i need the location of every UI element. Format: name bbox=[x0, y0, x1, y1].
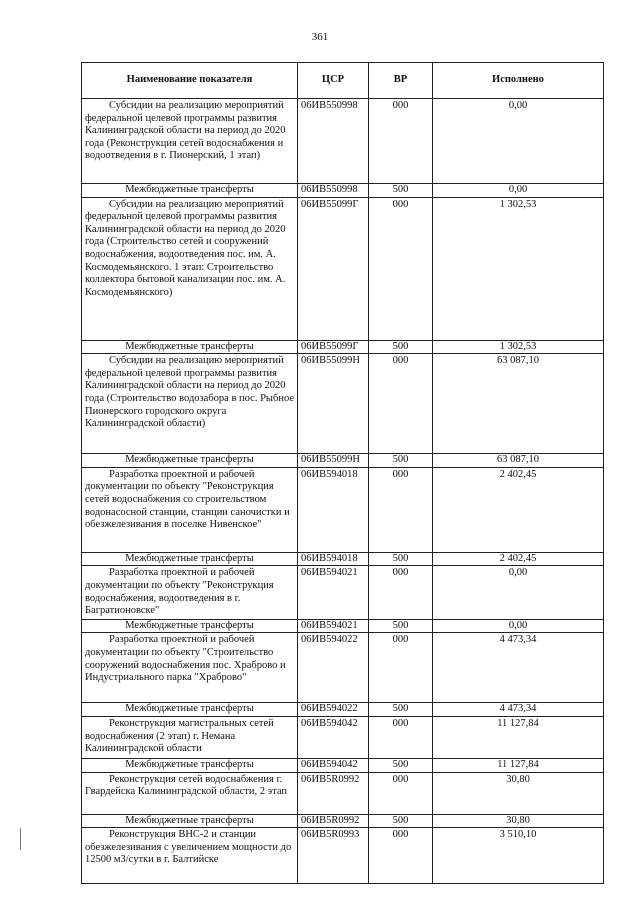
row-vr: 500 bbox=[369, 619, 433, 633]
row-name: Межбюджетные трансферты bbox=[82, 340, 298, 354]
row-csr: 06ИВ550998 bbox=[298, 99, 369, 184]
row-csr: 06ИВ594042 bbox=[298, 716, 369, 758]
table-row bbox=[82, 619, 604, 633]
row-name-text: Субсидии на реализацию мероприятий федеральной целевой программы развития Калининградской области на период до 2020 года (Строительство водозабора в пос. Рыбное Пионерского городского округа Калининградской области) bbox=[85, 355, 294, 430]
table-row bbox=[82, 703, 604, 717]
row-csr: 06ИВ55099Г bbox=[298, 340, 369, 354]
row-name: Межбюджетные трансферты bbox=[82, 814, 298, 828]
row-csr: 06ИВ5R0993 bbox=[298, 828, 369, 884]
row-amount: 2 402,45 bbox=[433, 552, 604, 566]
row-vr: 500 bbox=[369, 552, 433, 566]
row-csr: 06ИВ594042 bbox=[298, 758, 369, 772]
row-amount: 0,00 bbox=[433, 619, 604, 633]
row-name bbox=[82, 197, 298, 340]
row-name bbox=[82, 716, 298, 758]
row-vr: 500 bbox=[369, 758, 433, 772]
header-name: Наименование показателя bbox=[82, 63, 298, 99]
row-amount: 2 402,45 bbox=[433, 467, 604, 552]
table-row bbox=[82, 814, 604, 828]
row-amount: 63 087,10 bbox=[433, 454, 604, 468]
table-row bbox=[82, 99, 604, 184]
row-name-text: Реконструкция ВНС-2 и станции обезжелезивания с увеличением мощности до 12500 м3/сутки в г. Балтийске bbox=[85, 829, 292, 866]
row-name-text: Реконструкция сетей водоснабжения г. Гвардейска Калининградской области, 2 этап bbox=[85, 773, 287, 798]
row-amount: 30,80 bbox=[433, 814, 604, 828]
row-amount: 1 302,53 bbox=[433, 197, 604, 340]
row-amount: 3 510,10 bbox=[433, 828, 604, 884]
row-name: Межбюджетные трансферты bbox=[82, 552, 298, 566]
row-csr: 06ИВ55099Н bbox=[298, 354, 369, 454]
table-row bbox=[82, 454, 604, 468]
row-vr: 000 bbox=[369, 716, 433, 758]
row-name bbox=[82, 354, 298, 454]
scan-edge-mark bbox=[20, 828, 21, 850]
row-name-text: Разработка проектной и рабочей документации по объекту "Реконструкция водоснабжения, водоотведения в г. Багратионовске" bbox=[85, 567, 274, 617]
header-csr: ЦСР bbox=[298, 63, 369, 99]
row-vr: 500 bbox=[369, 703, 433, 717]
table-row bbox=[82, 758, 604, 772]
row-csr: 06ИВ594021 bbox=[298, 619, 369, 633]
row-name bbox=[82, 633, 298, 703]
table-row bbox=[82, 354, 604, 454]
row-vr: 000 bbox=[369, 772, 433, 814]
table-row bbox=[82, 467, 604, 552]
row-csr: 06ИВ594021 bbox=[298, 566, 369, 619]
row-csr: 06ИВ55099Г bbox=[298, 197, 369, 340]
row-amount: 30,80 bbox=[433, 772, 604, 814]
row-csr: 06ИВ550998 bbox=[298, 184, 369, 198]
row-amount: 11 127,84 bbox=[433, 758, 604, 772]
row-name bbox=[82, 772, 298, 814]
row-vr: 000 bbox=[369, 354, 433, 454]
row-vr: 500 bbox=[369, 814, 433, 828]
row-amount: 63 087,10 bbox=[433, 354, 604, 454]
row-name bbox=[82, 99, 298, 184]
row-csr: 06ИВ594022 bbox=[298, 703, 369, 717]
row-vr: 000 bbox=[369, 633, 433, 703]
row-csr: 06ИВ5R0992 bbox=[298, 772, 369, 814]
row-amount: 11 127,84 bbox=[433, 716, 604, 758]
row-vr: 500 bbox=[369, 454, 433, 468]
row-name bbox=[82, 828, 298, 884]
row-amount: 0,00 bbox=[433, 184, 604, 198]
row-name: Межбюджетные трансферты bbox=[82, 758, 298, 772]
row-name bbox=[82, 467, 298, 552]
table-row bbox=[82, 716, 604, 758]
row-name-text: Субсидии на реализацию мероприятий федеральной целевой программы развития Калининградской области на период до 2020 года (Реконструкция сетей водоснабжения и водоотведения в г. Пионерский, 1 этап) bbox=[85, 100, 286, 162]
row-csr: 06ИВ594018 bbox=[298, 552, 369, 566]
row-name bbox=[82, 566, 298, 619]
row-name-text: Реконструкция магистральных сетей водоснабжения (2 этап) г. Немана Калининградской области bbox=[85, 717, 274, 755]
row-amount: 0,00 bbox=[433, 99, 604, 184]
row-csr: 06ИВ55099Н bbox=[298, 454, 369, 468]
row-vr: 000 bbox=[369, 99, 433, 184]
table-row bbox=[82, 552, 604, 566]
row-vr: 000 bbox=[369, 566, 433, 619]
table-row bbox=[82, 340, 604, 354]
table-row bbox=[82, 772, 604, 814]
row-name-text: Субсидии на реализацию мероприятий федеральной целевой программы развития Калининградской области на период до 2020 года (Строительство сетей и сооружений водоснабжения, водоотведения пос. им. А. Космодемьянского. 1 этап: Строительство коллектора бытовой канализации пос. им. А. Космодемьянского) bbox=[85, 198, 286, 298]
row-name: Межбюджетные трансферты bbox=[82, 454, 298, 468]
row-amount: 4 473,34 bbox=[433, 633, 604, 703]
row-vr: 000 bbox=[369, 828, 433, 884]
row-vr: 500 bbox=[369, 340, 433, 354]
table-header-row bbox=[82, 63, 604, 99]
row-name-text: Разработка проектной и рабочей документации по объекту "Реконструкция сетей водоснабжения со строительством водонасосной станции, станции саночистки и обезжелезивания в поселке Нивенское" bbox=[85, 468, 290, 531]
table-row bbox=[82, 566, 604, 619]
header-done: Исполнено bbox=[433, 63, 604, 99]
row-vr: 000 bbox=[369, 467, 433, 552]
table-row bbox=[82, 184, 604, 198]
budget-execution-table bbox=[81, 62, 604, 884]
row-csr: 06ИВ594018 bbox=[298, 467, 369, 552]
row-csr: 06ИВ594022 bbox=[298, 633, 369, 703]
page-number: 361 bbox=[311, 31, 329, 43]
row-vr: 000 bbox=[369, 197, 433, 340]
header-vr: ВР bbox=[369, 63, 433, 99]
table-row bbox=[82, 633, 604, 703]
table-row bbox=[82, 828, 604, 884]
row-name: Межбюджетные трансферты bbox=[82, 703, 298, 717]
row-vr: 500 bbox=[369, 184, 433, 198]
row-amount: 4 473,34 bbox=[433, 703, 604, 717]
row-name-text: Разработка проектной и рабочей документации по объекту "Строительство сооружений водоснабжения пос. Храброво и Индустриального парка "Храброво" bbox=[85, 634, 286, 684]
row-amount: 0,00 bbox=[433, 566, 604, 619]
row-name: Межбюджетные трансферты bbox=[82, 619, 298, 633]
row-csr: 06ИВ5R0992 bbox=[298, 814, 369, 828]
row-name: Межбюджетные трансферты bbox=[82, 184, 298, 198]
row-amount: 1 302,53 bbox=[433, 340, 604, 354]
table-row bbox=[82, 197, 604, 340]
